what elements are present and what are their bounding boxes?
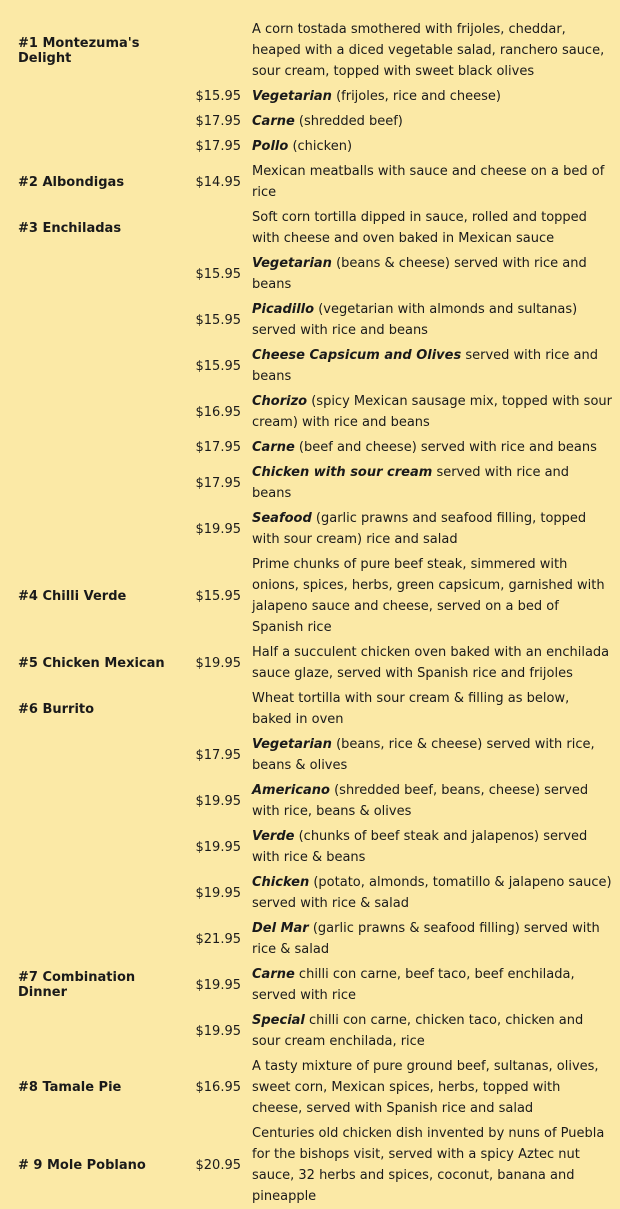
dish-description	[252, 460, 620, 506]
dish-price: $19.95	[195, 839, 241, 855]
description-text: (spicy Mexican sausage mix, topped with sour cream) with rice and beans	[252, 394, 612, 430]
variant-name: Carne	[252, 440, 295, 455]
menu-row	[0, 686, 620, 732]
menu-row	[0, 435, 620, 460]
description-text: (frijoles, rice and cheese)	[331, 89, 501, 104]
variant-name: Verde	[252, 829, 295, 844]
menu-row	[0, 916, 620, 962]
description-text: Mexican meatballs with sauce and cheese on a bed of rice	[252, 164, 605, 200]
description-text: (beans, rice & cheese) served with rice, beans & olives	[252, 737, 595, 773]
dish-description	[252, 1121, 620, 1209]
dish-price: $19.95	[195, 655, 241, 671]
dish-description	[252, 297, 620, 343]
dish-description	[252, 824, 620, 870]
dish-description	[252, 686, 620, 732]
dish-price: $14.95	[195, 174, 241, 190]
dish-price: $17.95	[195, 475, 241, 491]
dish-description	[252, 205, 620, 251]
dish-name: # 9 Mole Poblano	[18, 1157, 146, 1173]
dish-name: #5 Chicken Mexican	[18, 655, 165, 671]
dish-price: $19.95	[195, 885, 241, 901]
variant-name: Pollo	[252, 139, 289, 154]
dish-description	[252, 159, 620, 205]
variant-name: Americano	[252, 783, 330, 798]
description-text: (garlic prawns & seafood filling) served with rice & salad	[252, 921, 600, 957]
dish-price: $20.95	[195, 1157, 241, 1173]
description-text: (chicken)	[288, 139, 353, 154]
dish-description	[252, 17, 620, 84]
variant-name: Chorizo	[252, 394, 308, 409]
dish-price: $17.95	[195, 139, 241, 154]
menu-row	[0, 1121, 620, 1209]
description-text: (beans & cheese) served with rice and beans	[252, 256, 587, 292]
dish-description	[252, 552, 620, 640]
dish-name: #3 Enchiladas	[18, 220, 122, 236]
dish-price: $17.95	[195, 747, 241, 763]
dish-price: $16.95	[195, 1080, 241, 1095]
dish-description	[252, 870, 620, 916]
menu-row	[0, 506, 620, 552]
description-text: A corn tostada smothered with frijoles, cheddar, heaped with a diced vegetable salad, ranchero sauce, sour cream, topped with sweet black olives	[252, 22, 605, 79]
menu-row	[0, 1054, 620, 1121]
description-text: (chunks of beef steak and jalapenos) served with rice & beans	[252, 829, 588, 865]
variant-name: Chicken	[252, 875, 310, 890]
description-text: served with rice and beans	[252, 348, 598, 384]
description-text: (garlic prawns and seafood filling, topped with sour cream) rice and salad	[252, 511, 587, 547]
dish-description	[252, 389, 620, 435]
variant-name: Vegetarian	[252, 256, 332, 271]
dish-price: $19.95	[195, 977, 241, 993]
dish-name: #6 Burrito	[18, 701, 95, 717]
dish-price: $19.95	[195, 521, 241, 537]
menu-row	[0, 962, 620, 1008]
variant-name: Vegetarian	[252, 737, 332, 752]
description-text: chilli con carne, chicken taco, chicken and sour cream enchilada, rice	[252, 1013, 584, 1049]
dish-description	[252, 732, 620, 778]
dish-description	[252, 640, 620, 686]
dish-price: $15.95	[195, 588, 241, 604]
variant-name: Vegetarian	[252, 89, 332, 104]
dish-name: #8 Tamale Pie	[18, 1080, 122, 1095]
menu-row	[0, 205, 620, 251]
menu-row	[0, 297, 620, 343]
menu-row	[0, 824, 620, 870]
dish-name: #2 Albondigas	[18, 174, 125, 190]
menu-row	[0, 552, 620, 640]
variant-name: Picadillo	[252, 302, 315, 317]
dish-description	[252, 109, 620, 134]
description-text: (vegetarian with almonds and sultanas) served with rice and beans	[252, 302, 578, 338]
dish-name: #1 Montezuma's Delight	[18, 35, 140, 66]
dish-description	[252, 84, 620, 109]
dish-price: $17.95	[195, 440, 241, 455]
description-text: Wheat tortilla with sour cream & filling as below, baked in oven	[252, 691, 570, 727]
dish-description	[252, 1054, 620, 1121]
dish-price: $17.95	[195, 114, 241, 129]
menu-row	[0, 870, 620, 916]
description-text: Soft corn tortilla dipped in sauce, rolled and topped with cheese and oven baked in Mexican sauce	[252, 210, 587, 246]
description-text: Centuries old chicken dish invented by nuns of Puebla for the bishops visit, served with a spicy Aztec nut sauce, 32 herbs and spices, coconut, banana and pineapple	[252, 1126, 605, 1204]
menu-row	[0, 84, 620, 109]
menu-row	[0, 778, 620, 824]
variant-name: Carne	[252, 967, 295, 982]
description-text: Half a succulent chicken oven baked with an enchilada sauce glaze, served with Spanish rice and frijoles	[252, 645, 610, 681]
description-text: (beef and cheese) served with rice and beans	[294, 440, 597, 455]
variant-name: Seafood	[252, 511, 312, 526]
variant-name: Carne	[252, 114, 295, 129]
variant-name: Cheese Capsicum and Olives	[252, 348, 462, 363]
menu-row	[0, 732, 620, 778]
dish-description	[252, 343, 620, 389]
description-text: (shredded beef, beans, cheese) served with rice, beans & olives	[252, 783, 589, 819]
menu-row	[0, 251, 620, 297]
dish-price: $19.95	[195, 793, 241, 809]
dish-description	[252, 916, 620, 962]
dish-description	[252, 778, 620, 824]
dish-price: $21.95	[195, 931, 241, 947]
description-text: A tasty mixture of pure ground beef, sultanas, olives, sweet corn, Mexican spices, herbs, topped with cheese, served with Spanish rice and salad	[252, 1059, 599, 1116]
description-text: chilli con carne, beef taco, beef enchilada, served with rice	[252, 967, 575, 1003]
dish-description	[252, 251, 620, 297]
dish-name: #7 Combination Dinner	[18, 970, 136, 1000]
dish-price: $15.95	[195, 89, 241, 104]
dish-name: #4 Chilli Verde	[18, 588, 127, 604]
menu-row	[0, 17, 620, 84]
variant-name: Special	[252, 1013, 305, 1028]
menu-row	[0, 159, 620, 205]
dish-price: $15.95	[195, 266, 241, 282]
menu-row	[0, 389, 620, 435]
menu-row	[0, 134, 620, 159]
menu-row	[0, 343, 620, 389]
menu-row	[0, 460, 620, 506]
dish-price: $16.95	[195, 404, 241, 420]
dish-price: $19.95	[195, 1023, 241, 1039]
description-text: (potato, almonds, tomatillo & jalapeno sauce) served with rice & salad	[252, 875, 612, 911]
description-text: Prime chunks of pure beef steak, simmered with onions, spices, herbs, green capsicum, garnished with jalapeno sauce and cheese, served on a bed of Spanish rice	[252, 557, 605, 635]
description-text: served with rice and beans	[252, 465, 570, 501]
dish-description	[252, 435, 620, 460]
dish-description	[252, 506, 620, 552]
description-text: (shredded beef)	[294, 114, 403, 129]
menu-row	[0, 1008, 620, 1054]
dish-price: $15.95	[195, 312, 241, 328]
dish-description	[252, 134, 620, 159]
dish-description	[252, 962, 620, 1008]
variant-name: Chicken with sour cream	[252, 465, 433, 480]
variant-name: Del Mar	[252, 921, 309, 936]
dish-price: $15.95	[195, 358, 241, 374]
menu-row	[0, 109, 620, 134]
dish-description	[252, 1008, 620, 1054]
menu-row	[0, 640, 620, 686]
